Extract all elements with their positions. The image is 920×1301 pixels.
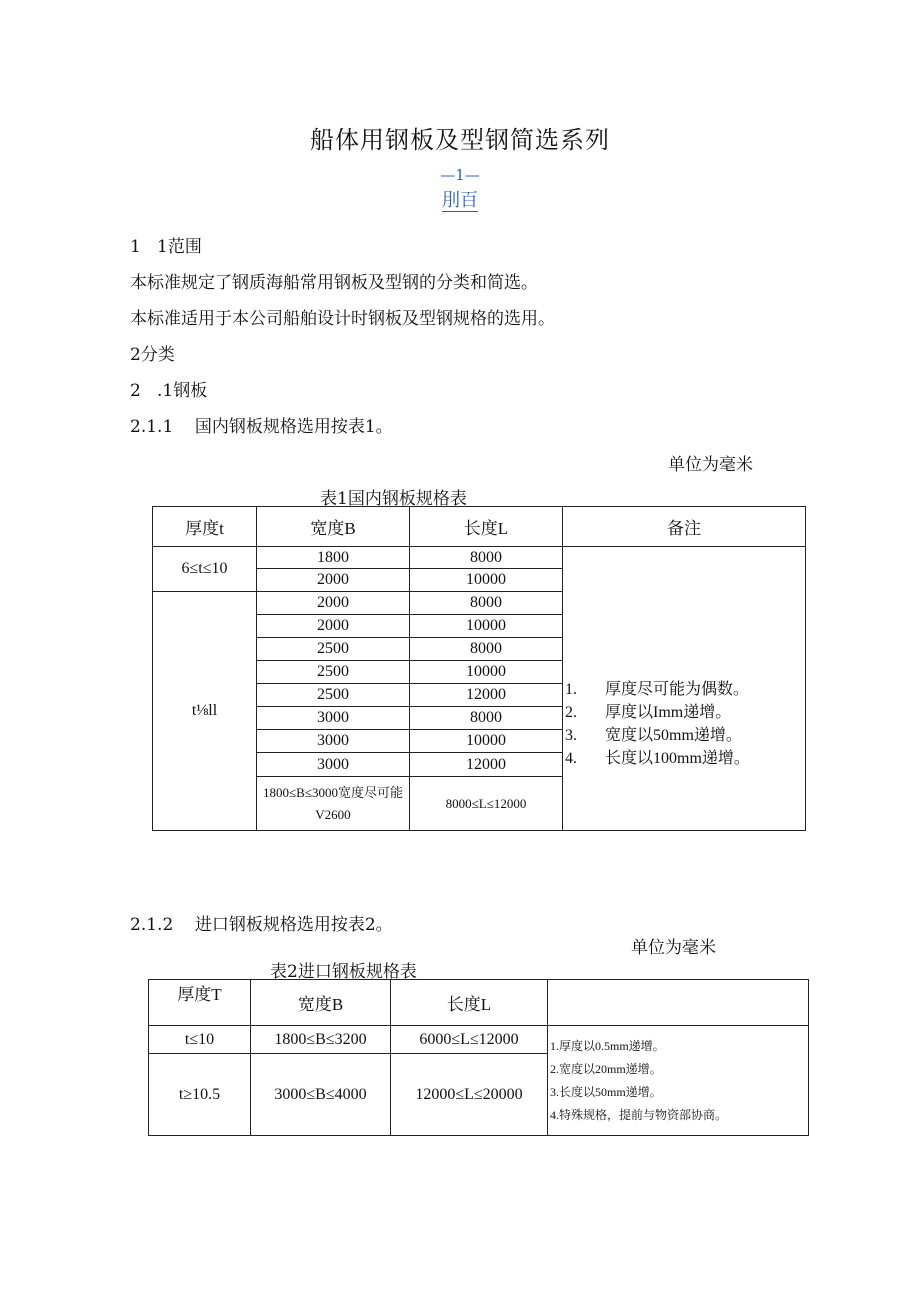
header-remarks xyxy=(548,980,809,1026)
header-thickness: 厚度t xyxy=(153,507,257,547)
width-range-cell: 1800≤B≤3000宽度尽可能V2600 xyxy=(257,777,410,831)
width-cell: 3000≤B≤4000 xyxy=(251,1054,391,1136)
header-length: 长度L xyxy=(410,507,563,547)
header-remarks: 备注 xyxy=(563,507,806,547)
length-cell: 8000 xyxy=(410,707,563,730)
length-cell: 10000 xyxy=(410,730,563,753)
width-cell: 3000 xyxy=(257,730,410,753)
length-range-cell: 8000≤L≤12000 xyxy=(410,777,563,831)
length-cell: 12000≤L≤20000 xyxy=(391,1054,548,1136)
table-row xyxy=(153,547,806,569)
remarks-cell xyxy=(563,547,806,831)
table-row xyxy=(149,1026,809,1054)
remark-note: 3. 宽度以50mm递增。 xyxy=(565,726,742,744)
document-title: 船体用钢板及型钢简选系列 xyxy=(310,126,610,154)
section-2-1-2-heading: 2.1.2 进口钢板规格选用按表2。 xyxy=(130,915,393,935)
domestic-steel-plate-table xyxy=(152,506,806,831)
table-header-row xyxy=(149,980,809,1026)
group2-thickness-cell: t⅛ll xyxy=(153,592,257,831)
width-cell: 1800≤B≤3200 xyxy=(251,1026,391,1054)
group1-thickness-cell: 6≤t≤10 xyxy=(153,547,257,592)
remark-note: 2. 厚度以Imm递增。 xyxy=(565,703,732,721)
table-header-row xyxy=(153,507,806,547)
remark-note: 4.特殊规格，提前与物资部协商。 xyxy=(550,1107,728,1122)
width-cell: 2500 xyxy=(257,684,410,707)
length-cell: 12000 xyxy=(410,684,563,707)
width-cell: 2500 xyxy=(257,638,410,661)
table1-caption: 表1国内钢板规格表 xyxy=(320,489,467,509)
width-cell: 3000 xyxy=(257,707,410,730)
width-cell: 1800 xyxy=(257,547,410,569)
header-width: 宽度B xyxy=(251,980,391,1026)
length-cell: 8000 xyxy=(410,547,563,569)
preface-link-text[interactable]: 刖百 xyxy=(442,190,478,211)
thickness-cell: t≥10.5 xyxy=(149,1054,251,1136)
length-cell: 12000 xyxy=(410,753,563,777)
width-cell: 2000 xyxy=(257,569,410,592)
remark-note: 1.厚度以0.5mm递增。 xyxy=(550,1038,665,1053)
remarks-cell xyxy=(548,1026,809,1136)
scope-paragraph-1: 本标准规定了钢质海船常用钢板及型钢的分类和简选。 xyxy=(130,273,538,293)
width-cell: 2500 xyxy=(257,661,410,684)
length-cell: 10000 xyxy=(410,661,563,684)
remark-note: 4. 长度以100mm递增。 xyxy=(565,749,750,767)
header-thickness: 厚度T xyxy=(149,980,251,1026)
table1-unit: 单位为毫米 xyxy=(668,455,753,475)
length-cell: 6000≤L≤12000 xyxy=(391,1026,548,1054)
header-length: 长度L xyxy=(391,980,548,1026)
table2-caption: 表2进口钢板规格表 xyxy=(270,962,417,982)
remark-note: 3.长度以50mm递增。 xyxy=(550,1084,662,1099)
scope-paragraph-2: 本标准适用于本公司船舶设计时钢板及型钢规格的选用。 xyxy=(130,309,555,329)
table2-unit: 单位为毫米 xyxy=(631,938,716,958)
header-width: 宽度B xyxy=(257,507,410,547)
imported-steel-plate-table xyxy=(148,979,809,1136)
page-number: —1— xyxy=(440,166,480,184)
length-cell: 10000 xyxy=(410,615,563,638)
section-1-heading: 1 1范围 xyxy=(130,237,202,257)
length-cell: 8000 xyxy=(410,638,563,661)
section-2-heading: 2分类 xyxy=(130,345,175,365)
width-cell: 3000 xyxy=(257,753,410,777)
width-cell: 2000 xyxy=(257,615,410,638)
section-2-1-1-heading: 2.1.1 国内钢板规格选用按表1。 xyxy=(130,417,393,437)
section-2-1-heading: 2 .1钢板 xyxy=(130,381,208,401)
remark-note: 1. 厚度尽可能为偶数。 xyxy=(565,680,750,698)
thickness-cell: t≤10 xyxy=(149,1026,251,1054)
preface-link[interactable] xyxy=(0,186,920,212)
length-cell: 10000 xyxy=(410,569,563,592)
length-cell: 8000 xyxy=(410,592,563,615)
remark-note: 2.宽度以20mm递增。 xyxy=(550,1061,662,1076)
width-cell: 2000 xyxy=(257,592,410,615)
